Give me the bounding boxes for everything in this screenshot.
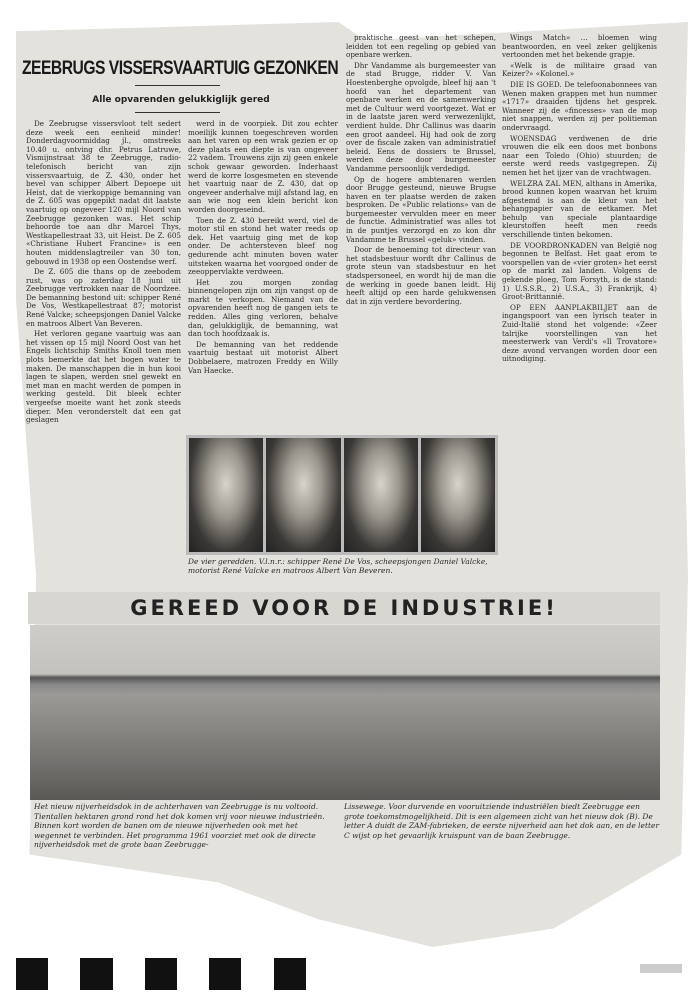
article-column-4	[502, 34, 657, 590]
portrait	[266, 438, 340, 552]
portrait	[421, 438, 495, 552]
article-column-3	[346, 34, 496, 430]
article-headline-box	[22, 58, 340, 82]
paragraph: Toen de Z. 430 bereikt werd, viel de motor stil en stond het water reeds op dek. Het vaartuig ging met de kop onder. De achtersteven bleef nog gedurende acht minuten boven water uitsteken waarna het voorgoed onder de zeeoppervlakte verdween.	[188, 215, 338, 277]
paragraph: Wings Match» ... bloemen wing beantwoorden, en veel zeker gelijkenis vertoonden met het bekende grapje.	[502, 34, 657, 60]
harbor-caption-left: Het nieuw nijverheidsdok in de achterhaven van Zeebrugge is nu voltooid. Tientallen hektaren grond rond het dok komen vrij voor nieuwe industrieën. Binnen kort worden de banen om de nieuwe nijverheden ook met het wegennet te verbinden. Het programma 1961 voorziet met ook de directe nijverheidsdok met de grote baan Zeebrugge-	[34, 802, 325, 849]
harbor-caption-right: Lissewege. Voor durvende en vooruitziende industriëlen biedt Zeebrugge een grote toekomstmogelijkheid. Dit is een algemeen zicht van het nieuw dok (B). De letter A duidt de ZAM-fabrieken, de eerste nijverheid aan het dok aan, en de letter C wijst op het gevaarlijk kruispunt van de baan Zeebrugge.	[344, 802, 660, 840]
paragraph: Dhr Vandamme als burgemeester van de stad Brugge, ridder V. Van Hoestenberghe opvolgde, bleef hij aan 't hoofd van het departement van openbare werken en de samenwerking met de Cultuur werd voortgezet. Wat er in de laatste jaren werd verwezenlijkt, verdient hulde. Dhr Callinus was daarin een groot aandeel. Hij had ook de zorg over de fiscale zaken van administratief beleid. Eens de dossiers te Brussel, werden deze door burgemeester Vandamme persoonlijk verdedigd.	[346, 60, 496, 173]
paragraph: OP EEN AANPLAKBILJET aan de ingangspoort van een lyrisch teater in Zuid-Italië stond het volgende: «Zeer talrijke voorstellingen van het meesterwerk van Verdi's «Il Trovatore» deze avond vervangen worden door een uitnodiging.	[502, 302, 657, 364]
article-column-2	[188, 120, 338, 430]
color-calibration-bar	[16, 958, 338, 990]
divider	[135, 85, 220, 86]
harbor-photo	[30, 625, 660, 800]
portrait	[344, 438, 418, 552]
photo-caption: De vier geredden. V.l.n.r.: schipper René De Vos, scheepsjongen Daniel Valcke, motorist René Valcke en matroos Albert Van Beveren.	[188, 557, 488, 575]
divider	[135, 112, 220, 113]
paragraph: DIE IS GOED. De telefoonabonnees van Wenen maken grappen met hun nummer «1717» draaiden tijdens het gesprek. Wanneer zij de «fincesses» van de mop niet snappen, werden zij per politieman ondervraagd.	[502, 79, 657, 132]
paragraph: WOENSDAG verdwenen de drie vrouwen die elk een doos met bonbons naar een Toledo (Ohio) stuurden; de eerste werd reeds vastgegrepen. Zij nemen het het ijzer van de vrachtwagen.	[502, 133, 657, 177]
banner-headline: GEREED VOOR DE INDUSTRIE!	[28, 592, 660, 624]
paragraph: «Welk is de militaire graad van Keizer?» «Kolonel.»	[502, 60, 657, 79]
paragraph: De Zeebrugse vissersvloot telt sedert deze week een eenheid minder! Donderdagvoormiddag jl., omstreeks 10.40 u. ontving dhr. Petrus Latruwe, Vismijnstraat 38 te Zeebrugge, radio-telefonisch bericht van zijn vissersvaartuig, de Z. 430, onder het bevel van schipper Albert Depoepe uit Heist, dat de vierkoppige bemanning van de Z. 605 was opgepikt nadat dit laatste vaartuig op ongeveer 120 mijl Noord van Zeebrugge gezonken was. Het schip behoorde toe aan dhr Marcel Thys, Westkapellestraat 33, uit Heist. De Z. 605 «Christiane Hubert Francine» is een houten middenslagtreiler van 30 ton, gebouwd in 1938 op een Oostendse werf.	[26, 120, 181, 266]
article-headline: ZEEBRUGS VISSERSVAARTUIG GEZONKEN	[22, 58, 339, 79]
paragraph: werd in de voorpiek. Dit zou echter moeilijk kunnen toegeschreven worden aan het varen op een wrak gezien er op deze plaats een diepte is van ongeveer 22 vadem. Trouwens zijn zij geen enkele schok gewaar geworden. Inderhaast werd de korre losgesmeten en stevende het vaartuig naar de Z. 430, dat op ongeveer anderhalve mijl afstand lag, en aan wie nog een klein bericht kon worden doorgeseind.	[188, 120, 338, 214]
paragraph: WELZRA ZAL MEN, althans in Amerika, brood kunnen kopen waarvan het kruim afgestemd is aan de kleur van het behangpapier van de eetkamer. Met behulp van speciale plantaardige kleurstoffen heeft men reeds verschillende tinten bekomen.	[502, 178, 657, 240]
article-subheadline: Alle opvarenden gelukkiglijk gered	[92, 95, 270, 105]
paragraph: Het verloren gegane vaartuig was aan het vissen op 15 mijl Noord Oost van het Engels lichtschip Smiths Knoll toen men plots bemerkte dat het bogen water te maken. De manschappen die in hun kooi lagen te slapen, werden snel gewekt en met man en macht werden de pompen in werking gesteld. Dit bleek echter vergeefse moeite want het zonk steeds dieper. Men veronderstelt dat een gat geslagen	[26, 329, 181, 425]
portrait	[189, 438, 263, 552]
paragraph: De bemanning van het reddende vaartuig bestaat uit motorist Albert Dobbelaere, matrozen Freddy en Willy Van Haecke.	[188, 339, 338, 375]
paragraph: Door de benoeming tot directeur van het stadsbestuur wordt dhr Callinus de grote steun van stadsbestuur en het stadspersoneel, en wordt hij de man die de werking in goede banen leidt. Hij heeft altijd op een harde gelukwensen dat in zijn verdere bevordering.	[346, 245, 496, 306]
archive-label	[640, 964, 682, 973]
paragraph: De Z. 605 die thans op de zeebodem rust, was op zaterdag 18 juni uit Zeebrugge vertrokken naar de Noordzee. De bemanning bestond uit: schipper René De Vos, Westkapellestraat 87; motorist René Valcke; scheepsjongen Daniel Valcke en matroos Albert Van Beveren.	[26, 267, 181, 328]
paragraph: Het zou morgen zondag binnengelopen zijn om zijn vangst op de markt te verkopen. Niemand van de opvarenden heeft nog de gangen iets te redden. Alles ging verloren, behalve dan, gelukkiglijk, de bemanning, wat dan toch hoofdzaak is.	[188, 277, 338, 339]
crew-photo	[186, 435, 498, 555]
paragraph: praktische geest van het schepen, leidden tot een regeling op gebied van openbare werken.	[346, 34, 496, 60]
paragraph: Op de hogere ambtenaren werden door Brugge gesteund, nieuwe Brugse haven en ter plaatse werden de zaken besproken. De «Public relations» van de burgemeester vervulden meer en meer de functie. Administratief was alles tot in de puntjes verzorgd en zo kon dhr Vandamme te Brussel «geluk» vinden.	[346, 174, 496, 244]
paragraph: DE VOORDRONKADEN van België nog begonnen te Belfast. Het gaat erom te voorspellen van de «vier groten» het eerst op de markt zal landen. Volgens de gekende ploeg, Tom Forsyth, is de stand: 1) U.S.S.R., 2) U.S.A., 3) Frankrijk, 4) Groot-Brittannië.	[502, 240, 657, 302]
article-column-1	[26, 120, 181, 588]
